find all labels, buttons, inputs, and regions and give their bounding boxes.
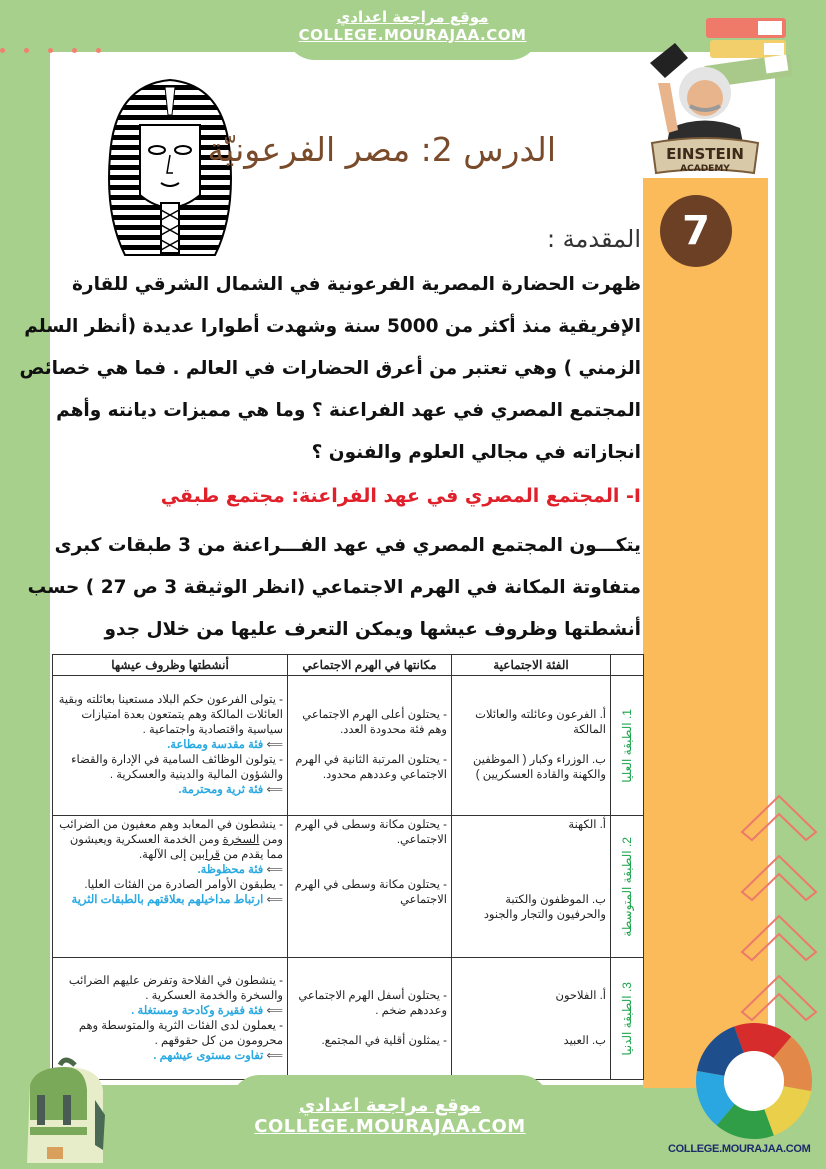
intro-line: الإفريقية منذ أكثر من 5000 سنة وشهدت أطوارا عديدة (أنظر السلم	[24, 316, 641, 337]
arrow-icon: ⟸	[266, 864, 283, 876]
site-name-ar[interactable]: موقع مراجعة اعدادي	[298, 1095, 482, 1116]
dotted-decoration	[0, 48, 120, 54]
position-b: - يحتلون المرتبة الثانية في الهرم الاجتماعي وعددهم محدود.	[295, 754, 447, 781]
arrow-icon: ⟸	[266, 894, 283, 906]
activity-b: - يطبقون الأوامر الصادرة من الفئات العليا.	[84, 879, 283, 891]
header-position: مكانتها في الهرم الاجتماعي	[288, 655, 452, 676]
stratum-label: 3. الطبقة الدنيا	[619, 981, 634, 1056]
activity-a: - ينشطون في الفلاحة وتفرض عليهم الضرائب والسخرة والخدمة العسكرية .	[68, 974, 283, 1002]
category-cell	[452, 676, 611, 816]
site-url[interactable]: COLLEGE.MOURAJAA.COM	[298, 26, 527, 44]
lesson-title: الدرس 2: مصر الفرعونيّة	[207, 130, 556, 169]
position-a: - يحتلون أسفل الهرم الاجتماعي وعددهم ضخم .	[298, 989, 447, 1017]
section-line: أنشطتها وظروف عيشها ويمكن التعرف عليها من خلال جدو	[104, 619, 641, 640]
intro-heading: المقدمة :	[546, 225, 641, 253]
activity-a: - ينشطون في المعابد وهم معفيون من الضرائب ومن السخرة ومن الخدمة العسكرية ويعيشون مما يقدم من قرابين إلى الآلهة.	[59, 819, 283, 861]
table-row	[53, 676, 644, 816]
activity-b: - يتولون الوظائف السامية في الإدارة والقضاء والشؤون المالية والدينية والعسكرية .	[71, 754, 283, 781]
position-a: - يحتلون أعلى الهرم الاجتماعي وهم فئة محدودة العدد.	[302, 709, 447, 736]
arrow-icon: ⟸	[266, 1004, 283, 1017]
activity-a: - يتولى الفرعون حكم البلاد مستعينا بعائلته وبقية العائلات المالكة وهم يتمتعون بعدة امتيازات سياسية واقتصادية واجتماعية .	[58, 694, 283, 736]
stratum-cell	[611, 958, 644, 1080]
table-row	[53, 816, 644, 958]
result-b: تفاوت مستوى عيشهم .	[153, 1049, 264, 1062]
intro-line: المجتمع المصري في عهد الفراعنة ؟ وما هي مميزات ديانته وأهم	[56, 400, 641, 421]
site-banner-bottom[interactable]	[230, 1075, 550, 1169]
intro-line: الزمني ) وهي تعتبر من أعرق الحضارات في العالم . فما هي خصائص	[19, 358, 641, 379]
category-b: ب. الوزراء وكبار ( الموظفين والكهنة والقادة العسكريين )	[472, 754, 606, 781]
intro-paragraph	[19, 264, 641, 474]
category-b: ب. الموظفون والكتبة والحرفيون والتجار والجنود	[483, 894, 606, 921]
category-a: أ. الكهنة	[568, 819, 606, 831]
position-cell	[288, 816, 452, 958]
intro-line: انجازاته في مجالي العلوم والفنون ؟	[311, 442, 641, 463]
header-category: الفئة الاجتماعية	[452, 655, 611, 676]
stratum-label: 1. الطبقة العليا	[619, 708, 634, 783]
category-cell	[452, 958, 611, 1080]
stratum-label: 2. الطبقة المتوسطة	[619, 836, 634, 937]
backpack-icon	[15, 1055, 110, 1169]
site-name-ar[interactable]: موقع مراجعة اعدادي	[336, 8, 489, 26]
position-cell	[288, 958, 452, 1080]
category-a: أ. الفلاحون	[555, 989, 606, 1002]
chevron-up-icon	[740, 852, 818, 902]
header-activities: أنشطتها وظروف عيشها	[53, 655, 288, 676]
result-b: ارتباط مداخيلهم بعلاقتهم بالطبقات الثرية	[71, 894, 264, 906]
wheel-site-url[interactable]: COLLEGE.MOURAJAA.COM	[668, 1143, 811, 1155]
activities-cell	[53, 676, 288, 816]
site-banner-top[interactable]	[285, 0, 540, 60]
position-b: - يمثلون أقلية في المجتمع.	[321, 1034, 447, 1047]
arrow-icon: ⟸	[266, 1049, 283, 1062]
arrow-icon: ⟸	[266, 784, 283, 796]
section-line: يتكـــون المجتمع المصري في عهد الفـــراعنة من 3 طبقات كبرى	[54, 535, 641, 556]
position-cell	[288, 676, 452, 816]
svg-text:ACADEMY: ACADEMY	[680, 164, 730, 174]
intro-line: ظهرت الحضارة المصرية الفرعونية في الشمال الشرقي للقارة	[72, 274, 641, 295]
position-a: - يحتلون مكانة وسطى في الهرم الاجتماعي.	[294, 819, 447, 846]
result-b: فئة ثرية ومحترمة.	[178, 784, 264, 796]
section-heading: I- المجتمع المصري في عهد الفراعنة: مجتمع طبقي	[160, 485, 641, 507]
subjects-wheel-logo	[695, 1022, 813, 1140]
chevron-up-icon	[740, 792, 818, 842]
category-cell	[452, 816, 611, 958]
result-a: فئة مقدسة ومطاعة.	[167, 739, 264, 751]
result-a: فئة فقيرة وكادحة ومستغلة .	[131, 1004, 264, 1017]
section-line: متفاوتة المكانة في الهرم الاجتماعي (انظر الوثيقة 3 ص 27 ) حسب	[27, 577, 641, 598]
chevron-up-icon	[740, 972, 818, 1022]
arrow-icon: ⟸	[266, 739, 283, 751]
section-paragraph	[27, 525, 641, 651]
svg-text:EINSTEIN: EINSTEIN	[666, 145, 744, 163]
result-a: فئة محظوظة.	[197, 864, 264, 876]
social-classes-table	[52, 654, 644, 1080]
table-row	[53, 958, 644, 1080]
einstein-academy-logo	[640, 38, 770, 183]
activities-cell	[53, 816, 288, 958]
header-empty-cell	[611, 655, 644, 676]
category-b: ب. العبيد	[563, 1034, 606, 1047]
activity-b: - يعملون لدى الفئات الثرية والمتوسطة وهم محرومون من كل حقوقهم .	[78, 1019, 283, 1047]
stratum-cell	[611, 816, 644, 958]
site-url[interactable]: COLLEGE.MOURAJAA.COM	[254, 1116, 526, 1137]
position-b: - يحتلون مكانة وسطى في الهرم الاجتماعي	[294, 879, 447, 906]
chevron-up-icon	[740, 912, 818, 962]
table-header-row	[53, 655, 644, 676]
category-a: أ. الفرعون وعائلته والعائلات المالكة	[475, 709, 606, 736]
lesson-number-badge: 7	[660, 195, 732, 267]
stratum-cell	[611, 676, 644, 816]
